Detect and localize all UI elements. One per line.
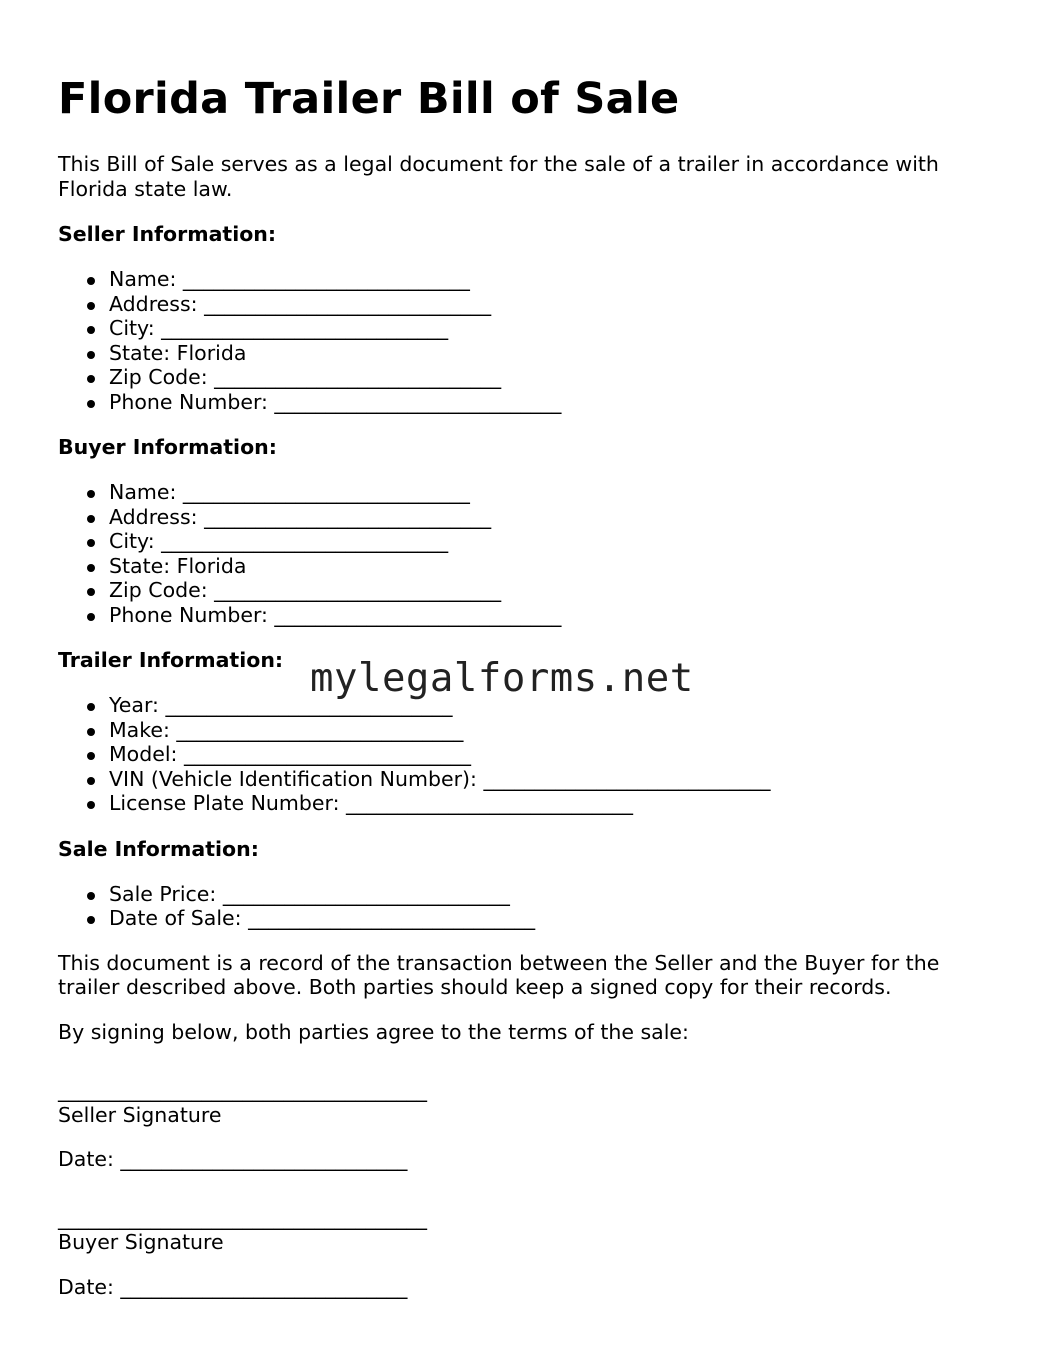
- buyer-city-field: City: ____________________________: [109, 529, 978, 554]
- seller-zip-field: Zip Code: ____________________________: [109, 365, 978, 390]
- buyer-name-field: Name: ____________________________: [109, 480, 978, 505]
- intro-paragraph: This Bill of Sale serves as a legal document for the sale of a trailer in accordance with Florida state law.: [58, 152, 939, 201]
- seller-phone-field: Phone Number: ____________________________: [109, 390, 978, 415]
- buyer-section-heading: Buyer Information:: [58, 435, 277, 459]
- trailer-section-heading: Trailer Information:: [58, 648, 284, 672]
- trailer-model-field: Model: ____________________________: [109, 742, 978, 767]
- buyer-phone-field: Phone Number: ____________________________: [109, 603, 978, 628]
- page-title: Florida Trailer Bill of Sale: [58, 74, 680, 124]
- buyer-signature-line: ____________________________________: [58, 1205, 427, 1230]
- closing-paragraph: This document is a record of the transaction between the Seller and the Buyer for the trailer described above. Both parties should keep a signed copy for their records.: [58, 950, 940, 999]
- buyer-signature-label: Buyer Signature: [58, 1230, 224, 1254]
- agreement-paragraph: By signing below, both parties agree to the terms of the sale:: [58, 1019, 689, 1044]
- seller-signature-line: ____________________________________: [58, 1078, 427, 1102]
- trailer-plate-field: License Plate Number: ____________________________: [109, 791, 978, 816]
- watermark-text: mylegalforms.net: [310, 656, 694, 701]
- buyer-state-field: State: Florida: [109, 554, 978, 579]
- buyer-date-field: Date: ____________________________: [58, 1274, 408, 1299]
- seller-date-field: Date: ____________________________: [58, 1147, 408, 1171]
- sale-field-list: [58, 882, 978, 931]
- sale-section-heading: Sale Information:: [58, 836, 259, 861]
- seller-section-heading: Seller Information:: [58, 222, 277, 246]
- trailer-vin-field: VIN (Vehicle Identification Number): ____________________________: [109, 767, 978, 792]
- seller-address-field: Address: ____________________________: [109, 292, 978, 317]
- seller-state-field: State: Florida: [109, 341, 978, 366]
- seller-name-field: Name: ____________________________: [109, 267, 978, 292]
- seller-signature-label: Seller Signature: [58, 1102, 222, 1127]
- sale-date-field: Date of Sale: ____________________________: [109, 906, 978, 931]
- seller-city-field: City: ____________________________: [109, 316, 978, 341]
- seller-field-list: [58, 267, 978, 414]
- trailer-field-list: [58, 693, 978, 816]
- buyer-field-list: [58, 480, 978, 627]
- sale-price-field: Sale Price: ____________________________: [109, 882, 978, 907]
- buyer-address-field: Address: ____________________________: [109, 505, 978, 530]
- buyer-zip-field: Zip Code: ____________________________: [109, 578, 978, 603]
- trailer-year-field: Year: ____________________________: [109, 693, 978, 718]
- trailer-make-field: Make: ____________________________: [109, 718, 978, 743]
